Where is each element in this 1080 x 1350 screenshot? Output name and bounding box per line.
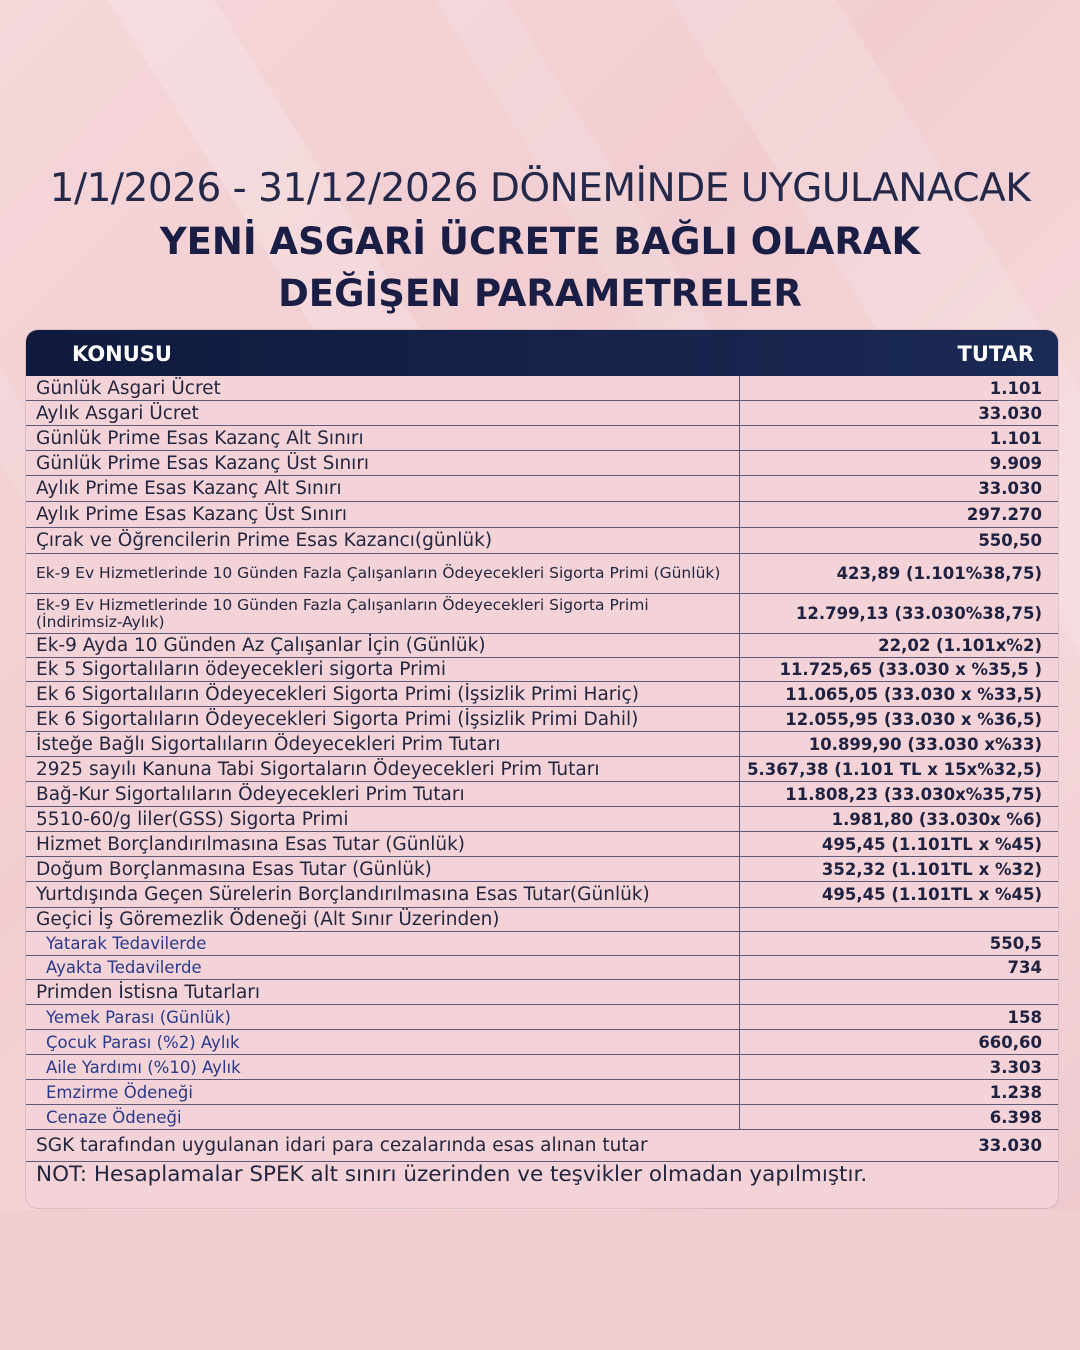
row-label: 5510-60/g liler(GSS) Sigorta Primi <box>26 807 740 831</box>
row-value: 297.270 <box>966 505 1042 524</box>
row-label: Aylık Asgari Ücret <box>26 401 740 425</box>
parameters-table <box>26 330 1058 1208</box>
row-label: Emzirme Ödeneği <box>26 1080 740 1104</box>
table-row <box>26 451 1058 476</box>
row-value: 660,60 <box>978 1032 1042 1052</box>
table-row <box>26 476 1058 502</box>
row-value: 9.909 <box>989 453 1042 473</box>
header-konusu: KONUSU <box>72 342 172 366</box>
table-row <box>26 980 1058 1005</box>
row-label: 2925 sayılı Kanuna Tabi Sigortaların Ödeyecekleri Prim Tutarı <box>26 757 740 781</box>
row-value: 33.030 <box>978 1136 1042 1155</box>
table-row <box>26 732 1058 757</box>
row-value: 495,45 (1.101TL x %45) <box>821 885 1042 904</box>
row-value: 33.030 <box>978 403 1042 423</box>
table-row <box>26 807 1058 832</box>
row-value: 11.725,65 (33.030 x %35,5 ) <box>779 660 1042 679</box>
table-row <box>26 908 1058 932</box>
table-row <box>26 426 1058 451</box>
table-row <box>26 782 1058 807</box>
row-value <box>740 908 1058 931</box>
row-label: Ek 6 Sigortalıların Ödeyecekleri Sigorta Primi (İşsizlik Primi Dahil) <box>26 707 740 731</box>
row-value: 11.808,23 (33.030x%35,75) <box>785 784 1042 804</box>
table-row <box>26 1130 1058 1162</box>
row-value: 1.101 <box>989 378 1042 398</box>
table-row <box>26 1080 1058 1105</box>
row-value: 11.065,05 (33.030 x %33,5) <box>785 684 1042 704</box>
row-value: 12.055,95 (33.030 x %36,5) <box>785 709 1042 729</box>
row-value: 6.398 <box>989 1107 1042 1127</box>
row-label: Aile Yardımı (%10) Aylık <box>26 1055 740 1079</box>
row-label: Yurtdışında Geçen Sürelerin Borçlandırılmasına Esas Tutar(Günlük) <box>26 882 740 907</box>
table-row <box>26 634 1058 658</box>
table-row <box>26 932 1058 956</box>
table-row <box>26 857 1058 882</box>
row-label: Primden İstisna Tutarları <box>26 980 740 1004</box>
table-row <box>26 882 1058 908</box>
row-value: 5.367,38 (1.101 TL x 15x%32,5) <box>747 759 1042 779</box>
row-value: 1.238 <box>989 1082 1042 1102</box>
row-label: Ayakta Tedavilerde <box>26 956 740 979</box>
row-label: Ek 6 Sigortalıların Ödeyecekleri Sigorta Primi (İşsizlik Primi Hariç) <box>26 682 740 706</box>
title-period: 1/1/2026 - 31/12/2026 DÖNEMİNDE UYGULANACAK <box>49 166 1031 211</box>
row-value <box>740 980 1058 1004</box>
table-row <box>26 658 1058 682</box>
table-row <box>26 554 1058 594</box>
row-value: 550,5 <box>989 934 1042 953</box>
row-label: SGK tarafından uygulanan idari para cezalarında esas alınan tutar <box>36 1135 648 1156</box>
row-label: Ek 5 Sigortalıların ödeyecekleri sigorta Primi <box>26 658 740 681</box>
row-value: 10.899,90 (33.030 x%33) <box>808 734 1042 754</box>
table-header <box>26 330 1058 376</box>
row-value: 158 <box>1007 1007 1042 1027</box>
table-row <box>26 594 1058 634</box>
row-value: 12.799,13 (33.030%38,75) <box>795 604 1042 623</box>
row-value: 3.303 <box>989 1057 1042 1077</box>
row-value: 734 <box>1007 958 1042 977</box>
row-label: Çırak ve Öğrencilerin Prime Esas Kazancı(günlük) <box>26 528 740 553</box>
table-row <box>26 956 1058 980</box>
table-body <box>26 376 1058 1162</box>
header-tutar: TUTAR <box>957 342 1034 366</box>
row-label: Günlük Asgari Ücret <box>26 376 740 400</box>
row-label: Cenaze Ödeneği <box>26 1105 740 1129</box>
title-main: YENİ ASGARİ ÜCRETE BAĞLI OLARAK <box>159 220 921 263</box>
row-label: Hizmet Borçlandırılmasına Esas Tutar (Günlük) <box>26 832 740 856</box>
row-value: 22,02 (1.101x%2) <box>878 636 1042 655</box>
row-label: Günlük Prime Esas Kazanç Alt Sınırı <box>26 426 740 450</box>
row-label: Bağ-Kur Sigortalıların Ödeyecekleri Prim Tutarı <box>26 782 740 806</box>
table-row <box>26 1005 1058 1030</box>
footnote: NOT: Hesaplamalar SPEK alt sınırı üzerinden ve teşvikler olmadan yapılmıştır. <box>36 1162 868 1187</box>
title-sub: DEĞİŞEN PARAMETRELER <box>278 272 802 315</box>
table-row <box>26 707 1058 732</box>
row-value: 550,50 <box>978 531 1042 550</box>
row-value: 1.981,80 (33.030x %6) <box>831 809 1042 829</box>
row-label: Ek-9 Ayda 10 Günden Az Çalışanlar İçin (Günlük) <box>26 634 740 657</box>
row-label: Çocuk Parası (%2) Aylık <box>26 1030 740 1054</box>
row-value: 495,45 (1.101TL x %45) <box>821 834 1042 854</box>
row-label: Doğum Borçlanmasına Esas Tutar (Günlük) <box>26 857 740 881</box>
row-label: Yemek Parası (Günlük) <box>26 1005 740 1029</box>
row-value: 1.101 <box>989 428 1042 448</box>
table-row <box>26 401 1058 426</box>
table-row <box>26 1030 1058 1055</box>
row-label: Aylık Prime Esas Kazanç Üst Sınırı <box>26 502 740 527</box>
row-label: Ek-9 Ev Hizmetlerinde 10 Günden Fazla Çalışanların Ödeyecekleri Sigorta Primi (İndirimsiz-Aylık) <box>26 594 740 633</box>
table-row <box>26 757 1058 782</box>
row-value: 352,32 (1.101TL x %32) <box>821 859 1042 879</box>
row-label: İsteğe Bağlı Sigortalıların Ödeyecekleri Prim Tutarı <box>26 732 740 756</box>
row-label: Geçici İş Göremezlik Ödeneği (Alt Sınır Üzerinden) <box>26 908 740 931</box>
table-row <box>26 1105 1058 1130</box>
table-row <box>26 528 1058 554</box>
table-row <box>26 832 1058 857</box>
row-label: Yatarak Tedavilerde <box>26 932 740 955</box>
row-value: 423,89 (1.101%38,75) <box>836 564 1042 583</box>
row-label: Ek-9 Ev Hizmetlerinde 10 Günden Fazla Çalışanların Ödeyecekleri Sigorta Primi (Günlük) <box>26 554 740 593</box>
table-row <box>26 376 1058 401</box>
table-row <box>26 682 1058 707</box>
row-value: 33.030 <box>978 479 1042 498</box>
row-label: Aylık Prime Esas Kazanç Alt Sınırı <box>26 476 740 501</box>
table-row <box>26 502 1058 528</box>
table-row <box>26 1055 1058 1080</box>
row-label: Günlük Prime Esas Kazanç Üst Sınırı <box>26 451 740 475</box>
